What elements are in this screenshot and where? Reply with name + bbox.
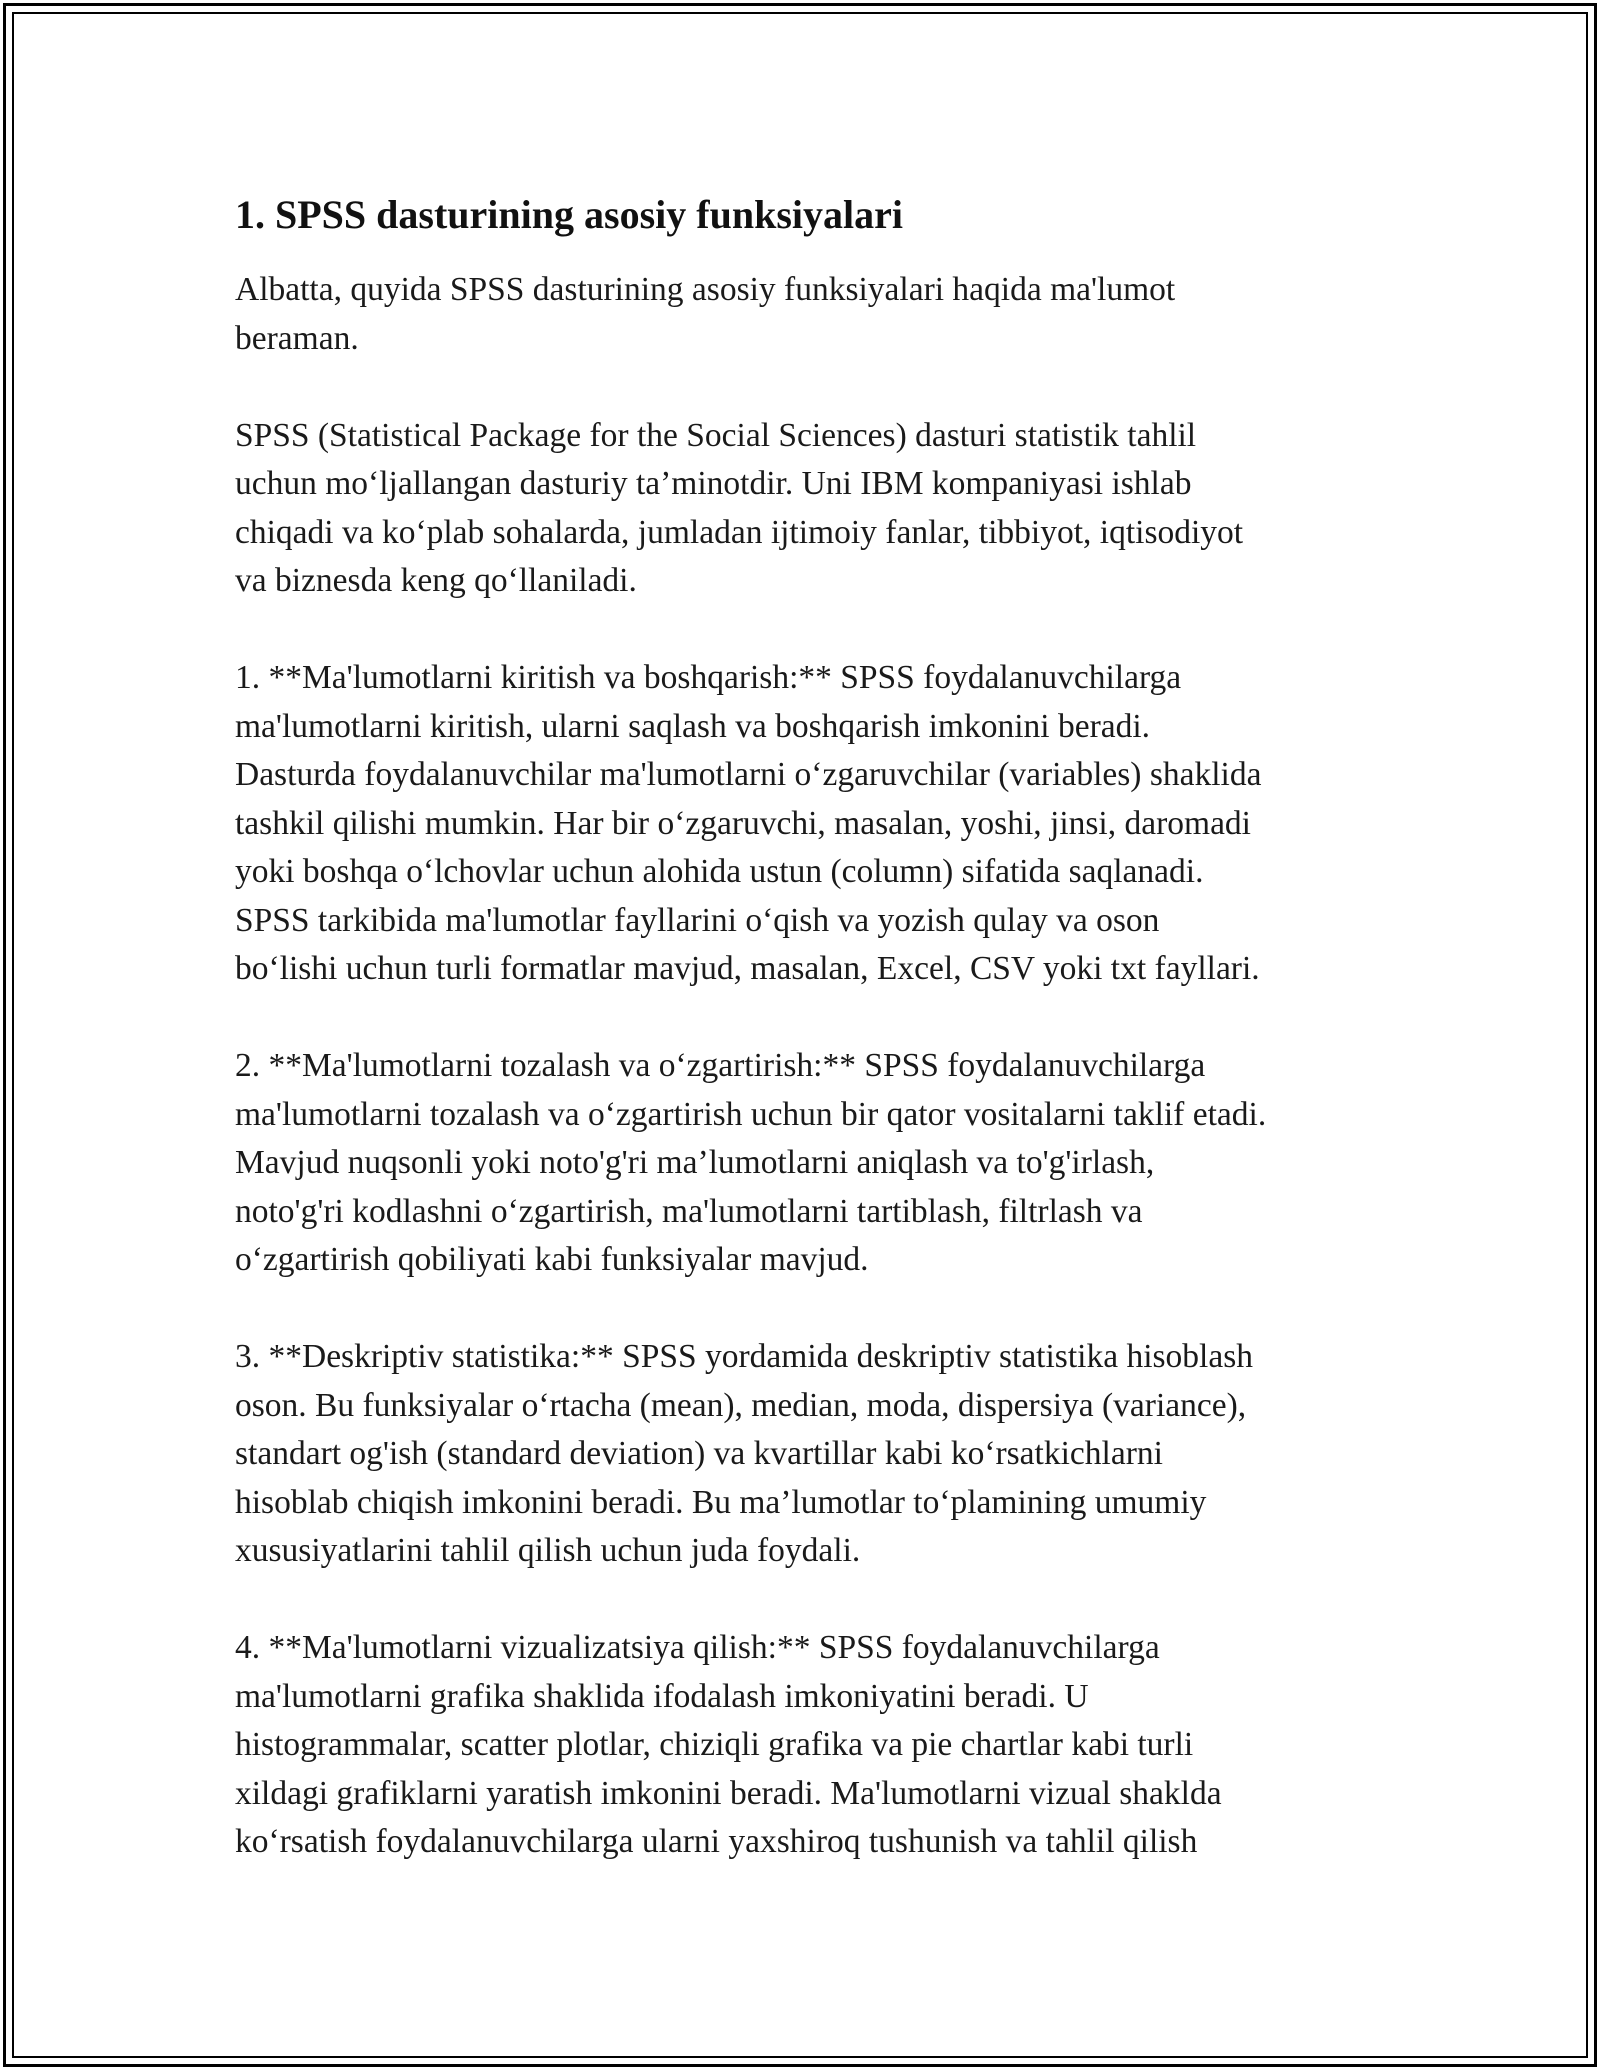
paragraph-spss-overview <box>235 412 1385 606</box>
text-line: yoki boshqa o‘lchovlar uchun alohida ustun (column) sifatida saqlanadi. <box>235 853 1204 890</box>
text-line: 3. **Deskriptiv statistika:** SPSS yordamida deskriptiv statistika hisoblash <box>235 1338 1254 1375</box>
text-line: oson. Bu funksiyalar o‘rtacha (mean), median, moda, dispersiya (variance), <box>235 1386 1247 1424</box>
paragraph-item-1-data-entry <box>235 654 1385 994</box>
paragraph-item-4-visualization <box>235 1624 1385 1867</box>
document-title: 1. SPSS dasturining asosiy funksiyalari <box>235 192 903 237</box>
text-line: Dasturda foydalanuvchilar ma'lumotlarni o‘zgaruvchilar (variables) shaklida <box>235 756 1262 793</box>
text-line: o‘zgartirish qobiliyati kabi funksiyalar mavjud. <box>235 1241 869 1278</box>
text-line: ma'lumotlarni kiritish, ularni saqlash va boshqarish imkonini beradi. <box>235 707 1151 745</box>
text-line: SPSS tarkibida ma'lumotlar fayllarini o‘qish va yozish qulay va oson <box>235 901 1160 939</box>
text-line: SPSS (Statistical Package for the Social Sciences) dasturi statistik tahlil <box>235 416 1197 454</box>
text-line: tashkil qilishi mumkin. Har bir o‘zgaruvchi, masalan, yoshi, jinsi, daromadi <box>235 804 1251 842</box>
text-line: Albatta, quyida SPSS dasturining asosiy funksiyalari haqida ma'lumot <box>235 271 1176 308</box>
text-line: xildagi grafiklarni yaratish imkonini beradi. Ma'lumotlarni vizual shaklda <box>235 1774 1222 1812</box>
text-line: histogrammalar, scatter plotlar, chiziqli grafika va pie chartlar kabi turli <box>235 1726 1194 1763</box>
text-line: hisoblab chiqish imkonini beradi. Bu ma’lumotlar to‘plamining umumiy <box>235 1483 1207 1521</box>
document-body <box>235 180 1385 1867</box>
text-line: bo‘lishi uchun turli formatlar mavjud, masalan, Excel, CSV yoki txt fayllari. <box>235 950 1260 987</box>
paragraph-intro <box>235 266 1385 363</box>
text-line: va biznesda keng qo‘llaniladi. <box>235 562 637 599</box>
paragraph-item-3-descriptive-statistics <box>235 1333 1385 1576</box>
text-line: ko‘rsatish foydalanuvchilarga ularni yaxshiroq tushunish va tahlil qilish <box>235 1823 1198 1860</box>
text-line: ma'lumotlarni tozalash va o‘zgartirish uchun bir qator vositalarni taklif etadi. <box>235 1095 1267 1133</box>
text-line: Mavjud nuqsonli yoki noto'g'ri ma’lumotlarni aniqlash va to'g'irlash, <box>235 1144 1155 1181</box>
text-line: xususiyatlarini tahlil qilish uchun juda foydali. <box>235 1532 861 1569</box>
text-line: 4. **Ma'lumotlarni vizualizatsiya qilish:** SPSS foydalanuvchilarga <box>235 1629 1160 1666</box>
text-line: 1. **Ma'lumotlarni kiritish va boshqarish:** SPSS foydalanuvchilarga <box>235 659 1182 696</box>
text-line: noto'g'ri kodlashni o‘zgartirish, ma'lumotlarni tartiblash, filtrlash va <box>235 1192 1143 1230</box>
text-line: ma'lumotlarni grafika shaklida ifodalash imkoniyatini beradi. U <box>235 1677 1089 1715</box>
paragraph-item-2-data-cleaning <box>235 1042 1385 1285</box>
text-line: uchun mo‘ljallangan dasturiy ta’minotdir. Uni IBM kompaniyasi ishlab <box>235 465 1192 502</box>
text-line: beraman. <box>235 319 359 357</box>
text-line: 2. **Ma'lumotlarni tozalash va o‘zgartirish:** SPSS foydalanuvchilarga <box>235 1047 1206 1084</box>
text-line: chiqadi va ko‘plab sohalarda, jumladan ijtimoiy fanlar, tibbiyot, iqtisodiyot <box>235 513 1244 551</box>
text-line: standart og'ish (standard deviation) va kvartillar kabi ko‘rsatkichlarni <box>235 1435 1163 1472</box>
